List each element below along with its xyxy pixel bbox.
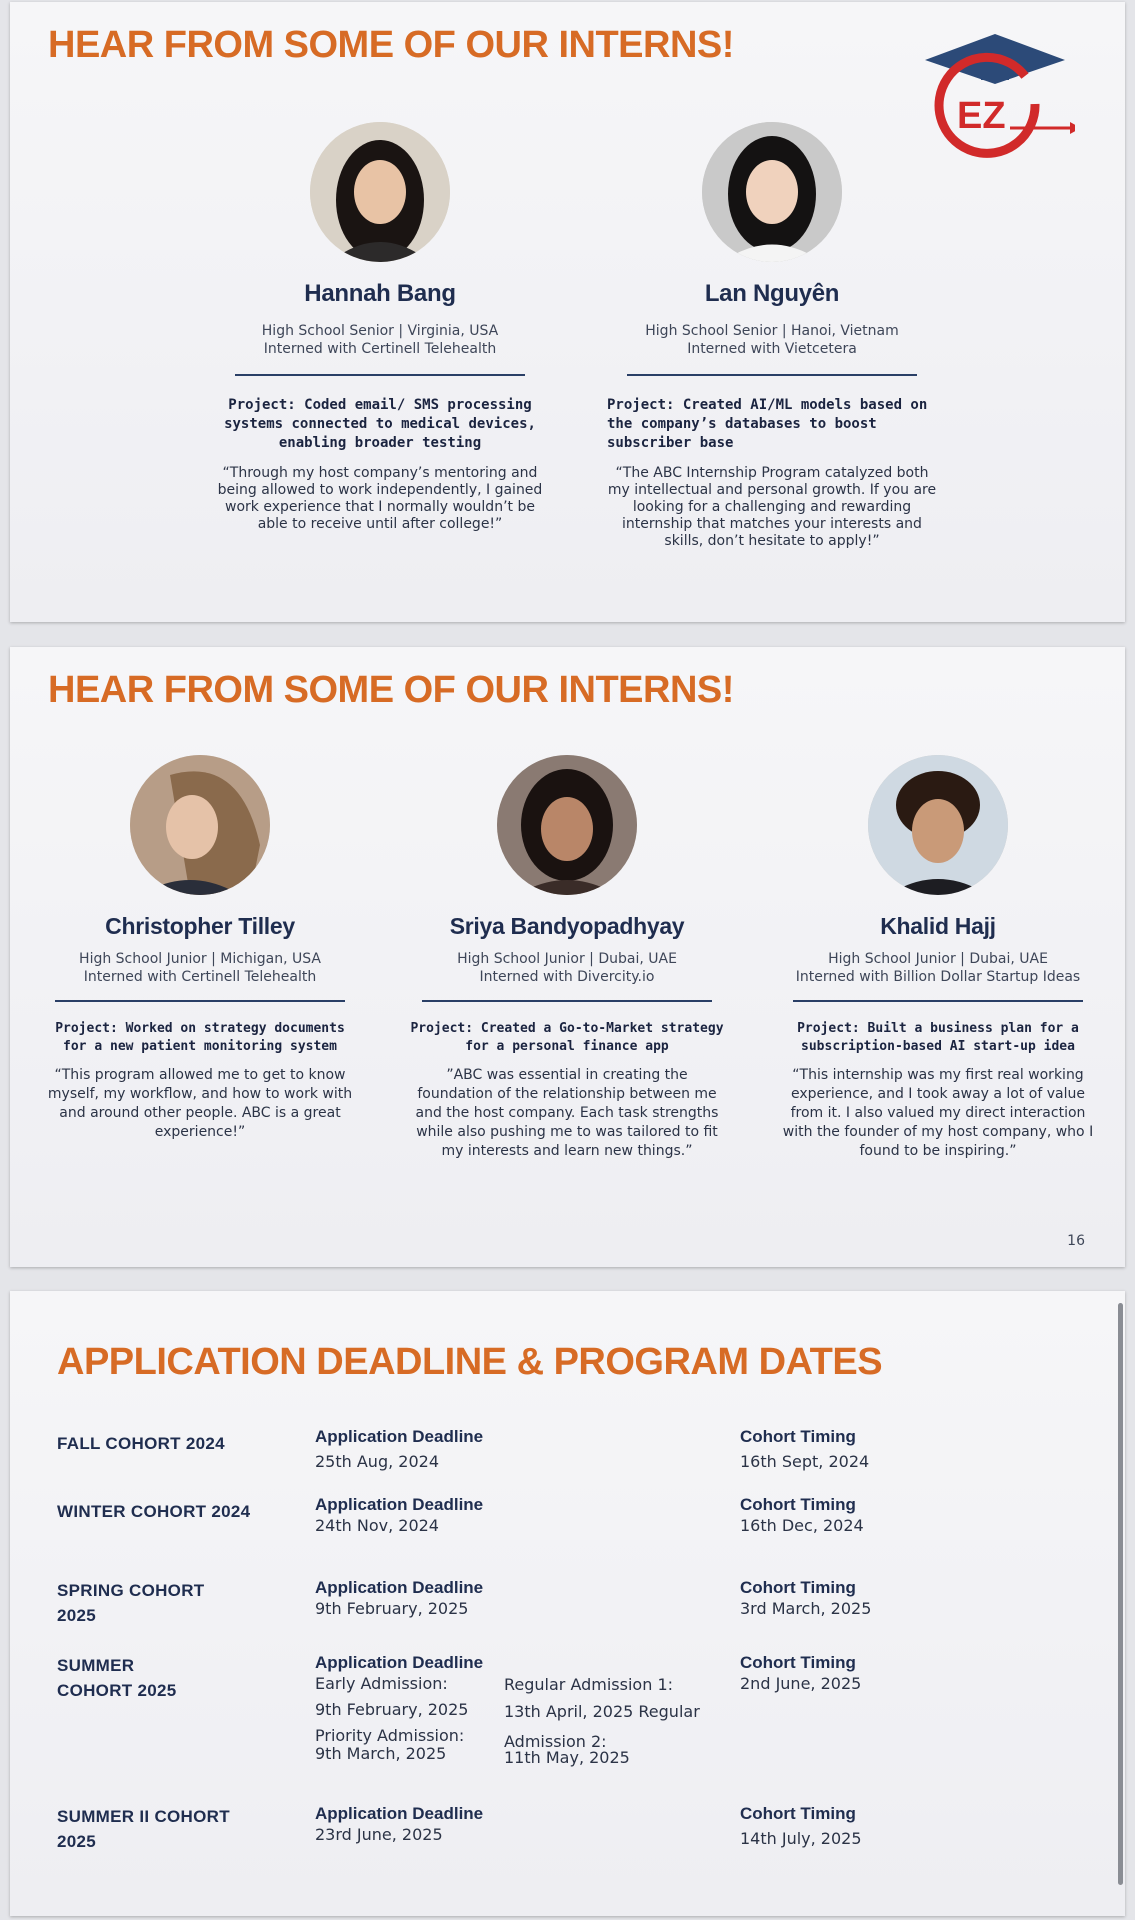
timing-label: Cohort Timing	[740, 1495, 856, 1514]
intern-card	[607, 122, 937, 550]
avatar	[868, 755, 1008, 895]
regular-admission-1-date: 13th April, 2025 Regular	[504, 1702, 700, 1721]
timing-column	[740, 1578, 1040, 1620]
deadline-column	[315, 1495, 735, 1537]
regular-admission-2-date: 11th May, 2025	[504, 1748, 630, 1767]
slide-heading: HEAR FROM SOME OF OUR INTERNS!	[48, 669, 734, 711]
deadline-label: Application Deadline	[315, 1495, 484, 1514]
cohort-name: WINTER COHORT 2024	[57, 1502, 251, 1521]
avatar	[497, 755, 637, 895]
intern-name: Hannah Bang	[304, 280, 456, 307]
timing-date: 2nd June, 2025	[740, 1674, 862, 1693]
priority-admission-label: Priority Admission:	[315, 1726, 465, 1745]
priority-admission-date: 9th March, 2025	[315, 1744, 447, 1763]
divider	[55, 1000, 345, 1002]
slide-program-dates	[10, 1291, 1125, 1916]
intern-name: Khalid Hajj	[880, 913, 996, 939]
divider	[627, 374, 917, 376]
divider	[793, 1000, 1083, 1002]
intern-project: Project: Created a Go-to-Market strategy for a personal finance app	[410, 1021, 724, 1054]
timing-date: 14th July, 2025	[740, 1829, 862, 1848]
timing-label: Cohort Timing	[740, 1427, 856, 1446]
intern-quote: “Through my host company’s mentoring and being allowed to work independently, I gained work experience that I normally wouldn’t be able to receive until after college!”	[217, 465, 543, 532]
avatar	[310, 122, 450, 262]
deadline-label: Application Deadline	[315, 1427, 484, 1446]
timing-label: Cohort Timing	[740, 1653, 856, 1672]
deadline-label: Application Deadline	[315, 1653, 484, 1672]
intern-name: Christopher Tilley	[105, 913, 295, 939]
timing-date: 16th Dec, 2024	[740, 1516, 864, 1535]
intern-project: Project: Created AI/ML models based on the company’s databases to boost subscriber base	[607, 397, 928, 451]
deadline-date: 9th February, 2025	[315, 1599, 469, 1618]
deadline-column	[315, 1427, 735, 1473]
intern-quote: “This internship was my first real working experience, and I took away a lot of value from it. I also valued my direct interaction with the founder of my host company, who I found to be inspiring.”	[782, 1067, 1094, 1159]
slide-testimonials-2	[10, 647, 1125, 1267]
intern-project: Project: Worked on strategy documents for a new patient monitoring system	[55, 1021, 345, 1054]
early-admission-label: Early Admission:	[315, 1674, 448, 1693]
ez-logo	[915, 32, 1075, 172]
deadline-column	[315, 1804, 735, 1846]
timing-label: Cohort Timing	[740, 1804, 856, 1823]
timing-date: 16th Sept, 2024	[740, 1452, 870, 1471]
deadline-column	[315, 1653, 495, 1763]
intern-meta: High School Senior | Hanoi, Vietnam Interned with Vietcetera	[645, 323, 899, 357]
early-admission-date: 9th February, 2025	[315, 1700, 469, 1719]
cohort-name: SPRING COHORT 2025	[57, 1581, 205, 1625]
intern-name: Lan Nguyên	[704, 280, 840, 307]
intern-meta: High School Senior | Virginia, USA Interned with Certinell Telehealth	[261, 323, 499, 357]
regular-admission-1-label: Regular Admission 1:	[504, 1675, 674, 1694]
timing-column	[740, 1427, 1040, 1473]
deadline-date: 25th Aug, 2024	[315, 1452, 439, 1471]
cohort-name: FALL COHORT 2024	[57, 1434, 225, 1453]
deadline-column	[315, 1578, 735, 1620]
cohort-name: SUMMER II COHORT 2025	[57, 1807, 230, 1851]
svg-text:EZ: EZ	[957, 95, 1006, 137]
intern-card	[407, 755, 727, 1161]
intern-name: Sriya Bandyopadhyay	[449, 913, 685, 939]
intern-card	[40, 755, 360, 1142]
timing-label: Cohort Timing	[740, 1578, 856, 1597]
intern-card	[778, 755, 1098, 1161]
intern-project: Project: Coded email/ SMS processing systems connected to medical devices, enabling broader testing	[224, 397, 536, 451]
avatar	[702, 122, 842, 262]
page-number: 16	[1067, 1233, 1085, 1249]
intern-meta: High School Junior | Dubai, UAE Interned with Divercity.io	[457, 951, 677, 985]
intern-meta: High School Junior | Dubai, UAE Interned with Billion Dollar Startup Ideas	[795, 951, 1081, 985]
avatar	[130, 755, 270, 895]
deadline-date: 24th Nov, 2024	[315, 1516, 439, 1535]
slide-heading: APPLICATION DEADLINE & PROGRAM DATES	[57, 1341, 883, 1383]
intern-quote: “This program allowed me to get to know myself, my workflow, and how to work with and around other people. ABC is a great experience!”	[47, 1067, 353, 1140]
intern-quote: “The ABC Internship Program catalyzed both my intellectual and personal growth. If you are looking for a challenging and rewarding internship that matches your interests and skills, don’t hesitate to apply!”	[607, 465, 937, 549]
intern-quote: ”ABC was essential in creating the foundation of the relationship between me and the host company. Each task strengths while also pushing me to was tailored to fit my interests and learn new things.”	[415, 1067, 719, 1159]
divider	[235, 374, 525, 376]
intern-meta: High School Junior | Michigan, USA Interned with Certinell Telehealth	[79, 951, 321, 985]
intern-card	[215, 122, 545, 533]
intern-project: Project: Built a business plan for a subscription-based AI start-up idea	[797, 1021, 1079, 1054]
slide-testimonials-1	[10, 2, 1125, 622]
deadline-label: Application Deadline	[315, 1804, 484, 1823]
deadline-date: 23rd June, 2025	[315, 1825, 443, 1844]
timing-date: 3rd March, 2025	[740, 1599, 872, 1618]
scrollbar[interactable]	[1118, 1303, 1123, 1885]
cohort-name: SUMMER COHORT 2025	[57, 1656, 177, 1700]
regular-admission-2-label: Admission 2:	[504, 1732, 607, 1751]
divider	[422, 1000, 712, 1002]
deadline-label: Application Deadline	[315, 1578, 484, 1597]
timing-column	[740, 1653, 1040, 1695]
timing-column	[740, 1495, 1040, 1537]
slide-heading: HEAR FROM SOME OF OUR INTERNS!	[48, 24, 734, 66]
timing-column	[740, 1804, 1040, 1850]
